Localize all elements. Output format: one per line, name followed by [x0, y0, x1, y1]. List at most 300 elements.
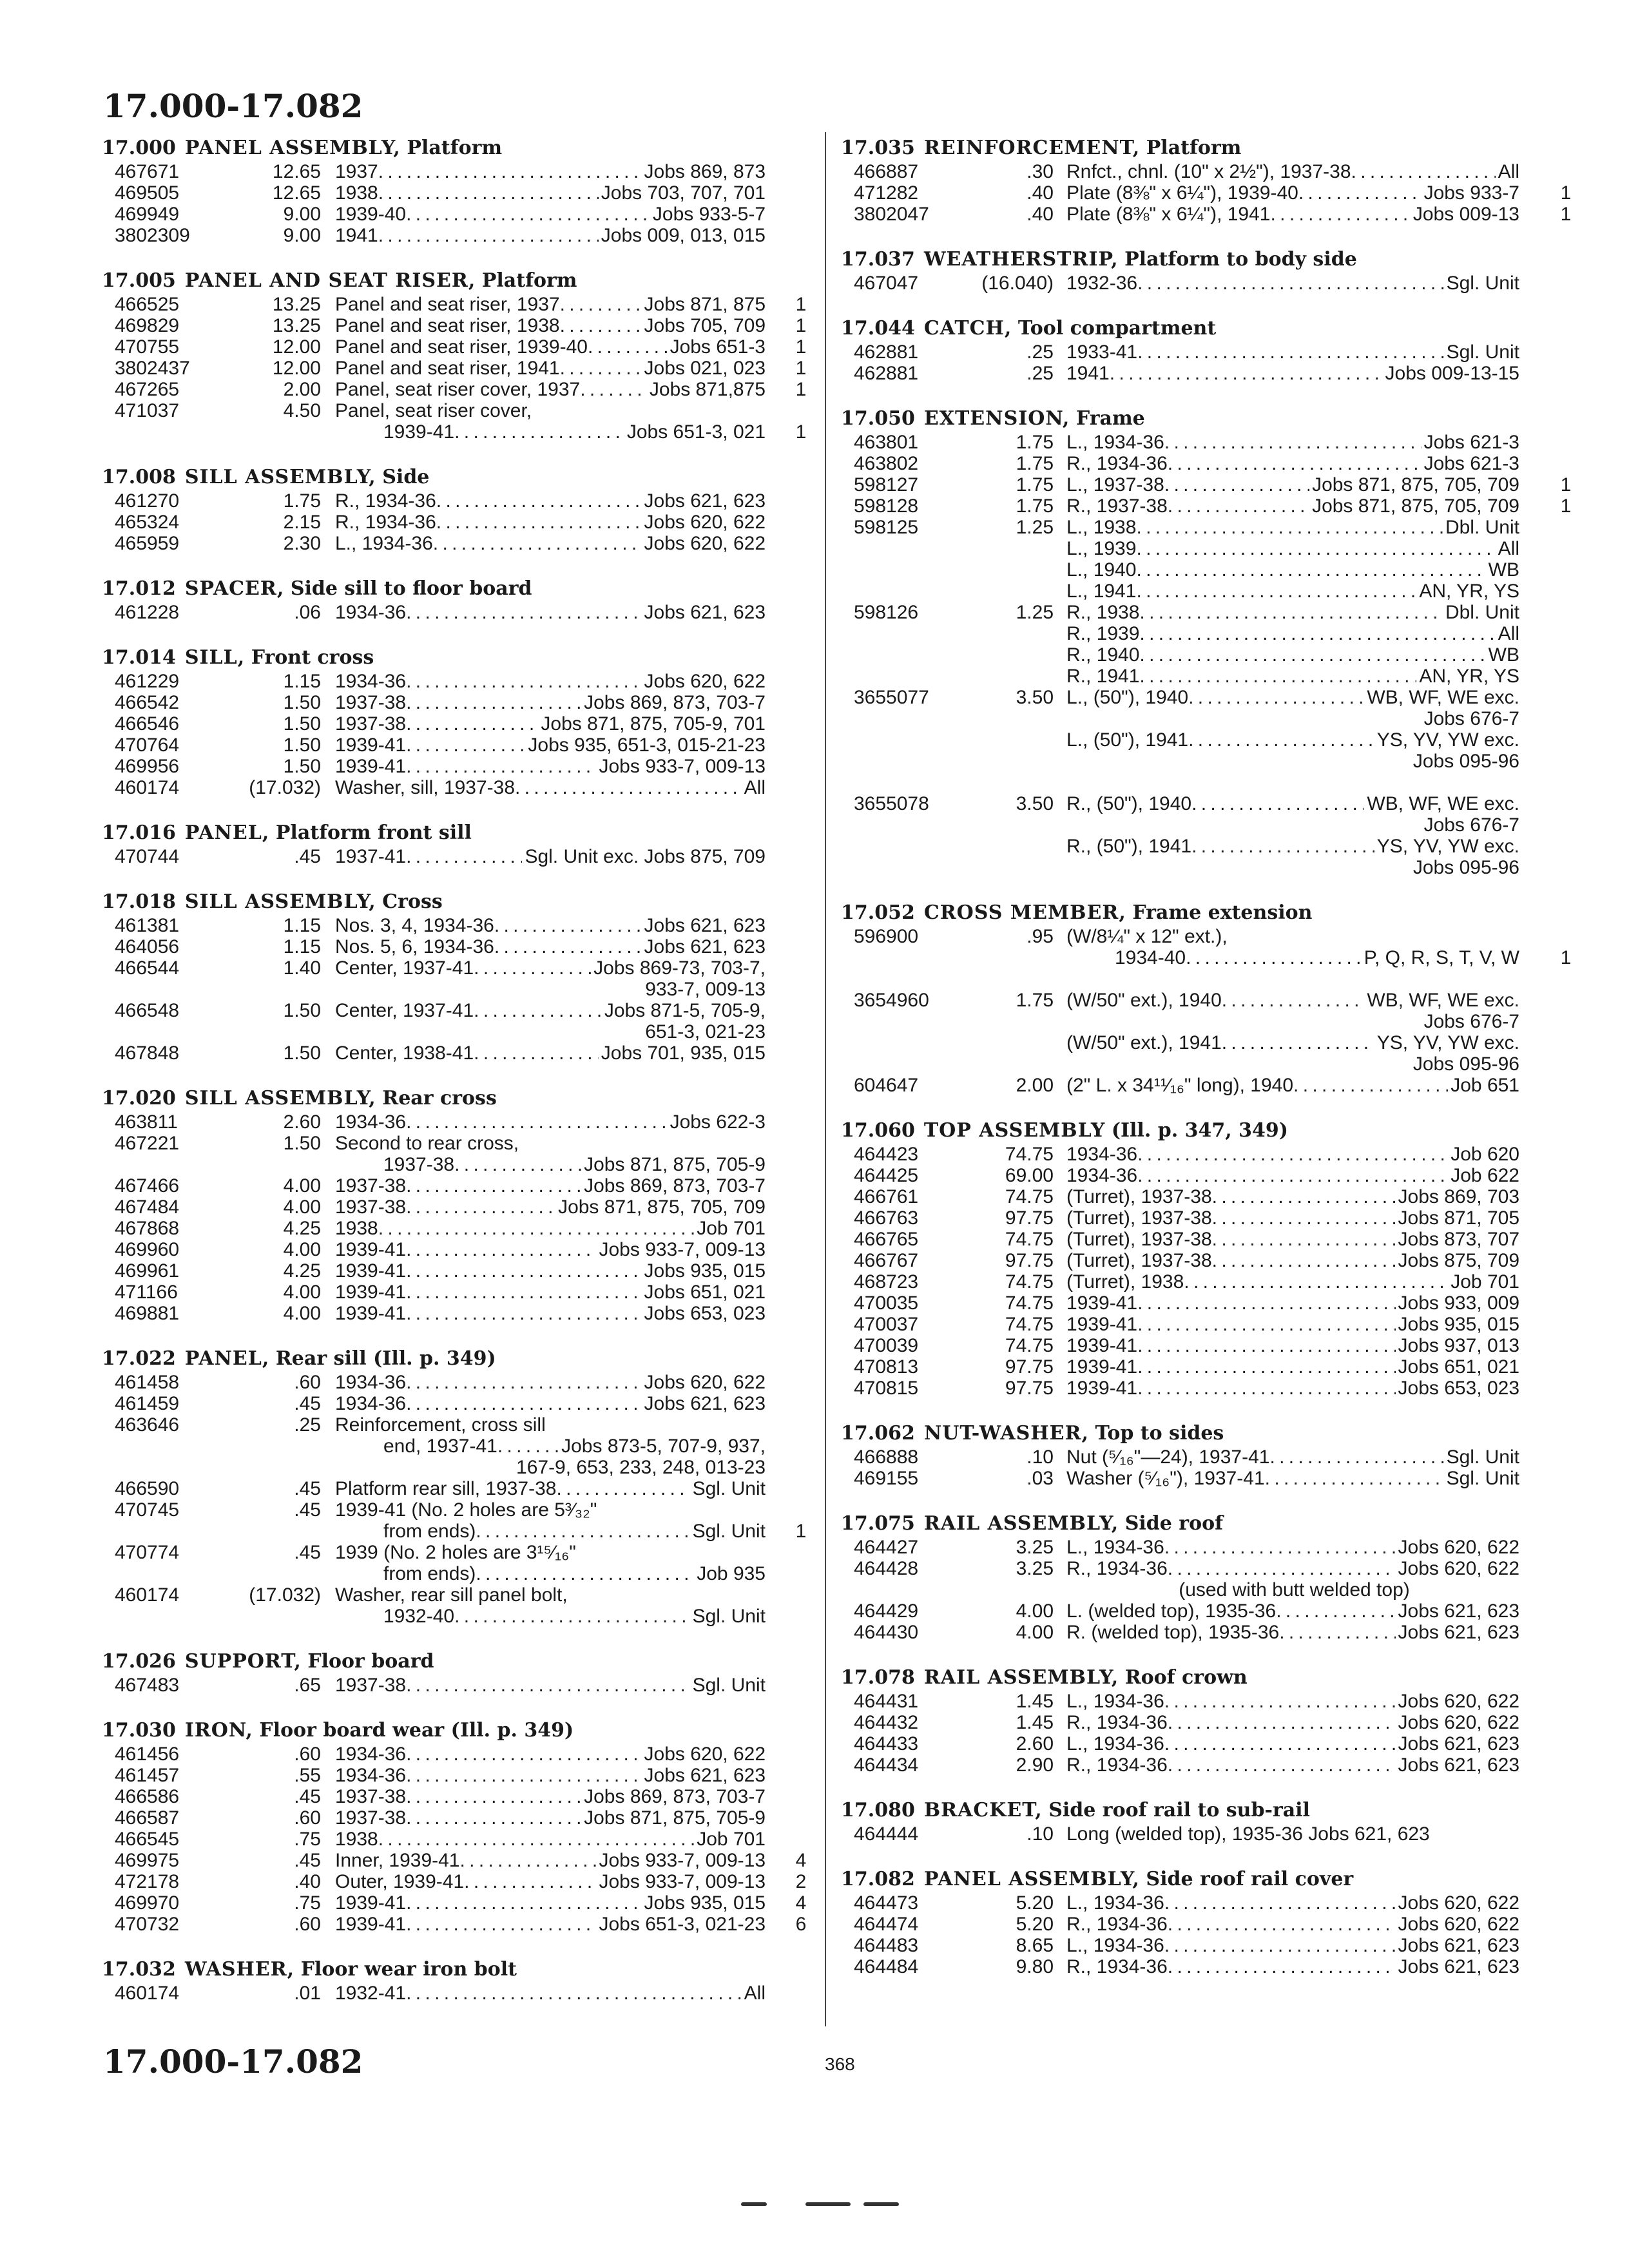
section-number: 17.082 [841, 1868, 915, 1890]
price: 97.75 [1005, 1207, 1054, 1229]
description-text: 1934-36 [335, 602, 407, 623]
application-text: Jobs 869, 873 [644, 161, 766, 182]
section-number: 17.032 [102, 1958, 176, 1981]
application-text: Jobs 653, 023 [1398, 1378, 1519, 1399]
price: .45 [294, 1542, 321, 1563]
application-text: Jobs 871, 875, 705, 709 [1312, 495, 1519, 517]
application-text: YS, YV, YW exc. [1376, 1032, 1519, 1053]
parts-row [102, 161, 817, 182]
continuation-text: 933-7, 009-13 [645, 979, 766, 1000]
dot-leader [1164, 474, 1309, 495]
application-text: YS, YV, YW exc. [1376, 729, 1519, 751]
application-text: Jobs 933-5-7 [652, 204, 766, 225]
section [102, 135, 817, 246]
parts-row [102, 1786, 817, 1807]
description [335, 1786, 766, 1807]
part-number: 467483 [115, 1675, 180, 1696]
part-number: 467466 [115, 1175, 180, 1196]
price: 4.50 [283, 400, 321, 421]
description-text: L., 1934-36 [1066, 1733, 1164, 1754]
section-number: 17.062 [841, 1422, 915, 1445]
description-text: 1932-36 [1066, 273, 1138, 294]
section-subtitle: Side [382, 466, 430, 488]
description [335, 1133, 766, 1154]
price: 4.00 [283, 1175, 321, 1196]
description-text: 1937-38 [335, 1786, 407, 1807]
description-text: R., 1934-36 [335, 512, 436, 533]
quantity: 1 [1560, 204, 1572, 225]
application-text: Jobs 705, 709 [644, 315, 766, 336]
dot-leader [1164, 432, 1422, 453]
parts-row [841, 1558, 1579, 1579]
dot-leader [1137, 1378, 1395, 1399]
dot-leader [378, 1829, 694, 1850]
dot-leader [406, 692, 581, 713]
section-heading [841, 1421, 1579, 1446]
part-number: 596900 [854, 926, 919, 947]
description [335, 1563, 766, 1584]
parts-row [102, 1871, 817, 1892]
description [1066, 1378, 1519, 1399]
application-text: Jobs 869, 873, 703-7 [584, 1175, 766, 1196]
application-text: Jobs 933-7, 009-13 [599, 1871, 766, 1892]
description-text: R., 1934-36 [1066, 453, 1168, 474]
application-text: Jobs 620, 622 [1398, 1892, 1519, 1914]
application-text: Jobs 622-3 [670, 1111, 766, 1133]
application-text: Jobs 651, 021 [1398, 1356, 1519, 1378]
part-number: 469949 [115, 204, 180, 225]
application-text: Jobs 620, 622 [1398, 1537, 1519, 1558]
parts-row [841, 708, 1579, 729]
application-text: Jobs 875, 709 [1398, 1250, 1519, 1271]
price: .10 [1027, 1823, 1054, 1845]
section-subtitle: Frame [1075, 407, 1145, 430]
description [1066, 644, 1519, 666]
dot-leader [515, 777, 742, 798]
description-text: (Turret), 1937-38 [1066, 1250, 1212, 1271]
parts-row [102, 735, 817, 756]
description [335, 379, 766, 400]
parts-row [102, 1542, 817, 1563]
parts-row [102, 1239, 817, 1260]
description [1066, 1579, 1519, 1600]
section-number: 17.016 [102, 822, 176, 844]
description [1066, 602, 1519, 623]
parts-row [102, 1892, 817, 1914]
description-text: R., 1939 [1066, 623, 1140, 644]
description [1066, 1754, 1519, 1776]
dot-leader [454, 1606, 690, 1627]
page-header-range: 17.000-17.082 [103, 87, 363, 125]
description [335, 1983, 766, 2004]
description-text: 1939 (No. 2 holes are 3¹⁵⁄₁₆" [335, 1542, 576, 1563]
description [335, 602, 766, 623]
part-number: 469961 [115, 1260, 180, 1282]
application-text: AN, YR, YS [1419, 581, 1519, 602]
section-title: SUPPORT, [184, 1650, 302, 1673]
price: 12.65 [272, 161, 321, 182]
dot-leader [406, 1260, 641, 1282]
description [335, 1829, 766, 1850]
description-text: 1934-36 [335, 671, 407, 692]
description-text: R., (50"), 1940 [1066, 793, 1192, 814]
part-number: 464432 [854, 1712, 919, 1733]
dot-leader [1279, 1622, 1395, 1643]
section-number: 17.005 [102, 269, 176, 292]
dot-leader [1298, 182, 1422, 204]
application-text: Jobs 935, 015 [1398, 1314, 1519, 1335]
part-number: 461459 [115, 1393, 180, 1414]
dot-leader [1168, 453, 1422, 474]
price: 74.75 [1005, 1144, 1054, 1165]
description [335, 1260, 766, 1282]
application-text: Jobs 933-7, 009-13 [599, 756, 766, 777]
section [102, 889, 817, 1064]
application-text: Jobs 620, 622 [644, 533, 766, 554]
part-number: 467868 [115, 1218, 180, 1239]
description [1066, 990, 1519, 1011]
parts-row [841, 1579, 1579, 1600]
part-number: 466586 [115, 1786, 180, 1807]
part-number: 463646 [115, 1414, 180, 1436]
description-text: Nut (⁵⁄₁₆"—24), 1937-41 [1066, 1446, 1270, 1468]
parts-row [841, 990, 1579, 1011]
description-text: end, 1937-41 [383, 1436, 497, 1457]
dot-leader [1136, 581, 1416, 602]
part-number: 466767 [854, 1250, 919, 1271]
description [335, 225, 766, 246]
description-text: R., 1941 [1066, 666, 1140, 687]
section-title: RAIL ASSEMBLY, [923, 1666, 1119, 1689]
price: 74.75 [1005, 1293, 1054, 1314]
description-text: R., 1937-38 [1066, 495, 1168, 517]
parts-row [102, 1499, 817, 1521]
description-text: (W/8¼" x 12" ext.), [1066, 926, 1228, 947]
part-number: 466590 [115, 1478, 180, 1499]
parts-row [102, 1765, 817, 1786]
price: 1.75 [1016, 495, 1054, 517]
description-text: 1932-40 [383, 1606, 455, 1627]
description-text: 1939-41 [335, 1260, 407, 1282]
part-number: 469975 [115, 1850, 180, 1871]
price: 8.65 [1016, 1935, 1054, 1956]
application-text: Jobs 935, 015 [644, 1892, 766, 1914]
description-text: L., 1934-36 [335, 533, 433, 554]
part-number: 3802047 [854, 204, 929, 225]
price: 5.20 [1016, 1914, 1054, 1935]
parts-row [841, 1956, 1579, 1977]
section-subtitle: Floor wear iron bolt [300, 1958, 517, 1981]
description-text: 1939-41 [1066, 1378, 1138, 1399]
dot-leader [1222, 1032, 1374, 1053]
description [1066, 273, 1519, 294]
description [335, 161, 766, 182]
section [841, 1511, 1579, 1643]
section-subtitle: Platform to body side [1124, 248, 1357, 271]
application-text: Jobs 651-3 [670, 336, 766, 358]
section-title: SILL ASSEMBLY, [184, 466, 376, 488]
application-text: Sgl. Unit [1446, 341, 1519, 363]
description [1066, 1935, 1519, 1956]
part-number: 598128 [854, 495, 919, 517]
description [335, 957, 766, 979]
section-title: PANEL, [184, 1347, 270, 1370]
part-number: 467848 [115, 1043, 180, 1064]
dot-leader [1164, 1733, 1396, 1754]
section [102, 1346, 817, 1627]
parts-row [841, 1229, 1579, 1250]
description [1066, 1356, 1519, 1378]
dot-leader [1191, 836, 1374, 857]
price: 4.00 [283, 1282, 321, 1303]
description [1066, 1956, 1519, 1977]
application-text: Jobs 621, 623 [644, 915, 766, 936]
price: 4.25 [283, 1218, 321, 1239]
description-text: Washer, rear sill panel bolt, [335, 1584, 568, 1606]
left-column [102, 135, 817, 2026]
parts-row [841, 1537, 1579, 1558]
description-text: 1939-41 [383, 421, 455, 443]
description [335, 735, 766, 756]
dot-leader [497, 1436, 559, 1457]
section-subtitle: Side roof [1124, 1512, 1224, 1535]
description [1066, 1053, 1519, 1075]
description-text: 1938 [335, 1829, 378, 1850]
description-text: 1939-41 [1066, 1356, 1138, 1378]
description-text: L., 1938 [1066, 517, 1137, 538]
price: 2.00 [1016, 1075, 1054, 1096]
section-heading [102, 576, 817, 602]
application-text: Sgl. Unit exc. Jobs 875, 709 [525, 846, 766, 867]
price: 69.00 [1005, 1165, 1054, 1186]
price: .65 [294, 1675, 321, 1696]
application-text: Job 701 [1451, 1271, 1519, 1293]
application-text: Job 622 [1451, 1165, 1519, 1186]
quantity: 6 [795, 1914, 807, 1935]
section-title: REINFORCEMENT, [923, 137, 1141, 159]
dot-leader [406, 1175, 581, 1196]
price: .45 [294, 1850, 321, 1871]
description [1066, 1558, 1519, 1579]
parts-row [102, 379, 817, 400]
description [335, 1282, 766, 1303]
description [335, 1606, 766, 1627]
dot-leader [1168, 495, 1309, 517]
dot-leader [1164, 1691, 1396, 1712]
part-number: 462881 [854, 341, 919, 363]
price: 13.25 [272, 315, 321, 336]
parts-row [102, 957, 817, 979]
dot-leader [1188, 687, 1364, 708]
description-text: 1934-36 [1066, 1165, 1138, 1186]
description [1066, 1914, 1519, 1935]
quantity: 1 [1560, 495, 1572, 517]
part-number: 468723 [854, 1271, 919, 1293]
description-text: 1937-38 [335, 1807, 407, 1829]
description-text: R., 1934-36 [1066, 1754, 1168, 1776]
application-text: Jobs 873-5, 707-9, 937, [561, 1436, 766, 1457]
part-number: 464428 [854, 1558, 919, 1579]
application-text: All [744, 1983, 766, 2004]
description [335, 1457, 766, 1478]
section-title: BRACKET, [923, 1799, 1043, 1821]
application-text: Jobs 869, 873, 703-7 [584, 692, 766, 713]
parts-row [841, 1935, 1579, 1956]
description-text: L., 1940 [1066, 559, 1137, 581]
parts-row [841, 495, 1579, 517]
description-text: Center, 1937-41 [335, 1000, 474, 1021]
section-subtitle: Roof crown [1124, 1666, 1248, 1689]
parts-row [102, 1744, 817, 1765]
dot-leader [406, 1675, 690, 1696]
price: 74.75 [1005, 1271, 1054, 1293]
description-text: 1937-38 [383, 1154, 455, 1175]
dot-leader [1212, 1186, 1396, 1207]
description [335, 1111, 766, 1133]
section-subtitle: Frame extension [1132, 901, 1313, 924]
section-title: EXTENSION, [923, 407, 1070, 430]
dot-leader [1168, 1914, 1396, 1935]
section-title: IRON, [184, 1719, 253, 1742]
section [841, 1118, 1579, 1399]
part-number: 464444 [854, 1823, 919, 1845]
price: 5.20 [1016, 1892, 1054, 1914]
description-text: Nos. 5, 6, 1934-36 [335, 936, 494, 957]
section-title: SPACER, [184, 577, 285, 600]
dot-leader [436, 512, 642, 533]
description [335, 777, 766, 798]
application-text: Jobs 621-3 [1423, 453, 1519, 474]
dot-leader [1168, 1956, 1396, 1977]
parts-row [102, 315, 817, 336]
description [1066, 729, 1519, 751]
quantity: 1 [795, 379, 807, 400]
application-text: Sgl. Unit [692, 1478, 766, 1499]
description-text: (Turret), 1937-38 [1066, 1186, 1212, 1207]
description [335, 915, 766, 936]
application-text: Jobs 935, 015 [644, 1260, 766, 1282]
description [335, 1154, 766, 1175]
price: 12.00 [272, 336, 321, 358]
dot-leader [476, 1563, 694, 1584]
section-subtitle: Rear cross [382, 1087, 497, 1110]
description [1066, 1823, 1519, 1845]
application-text: Jobs 653, 023 [644, 1303, 766, 1324]
part-number: 465959 [115, 533, 180, 554]
description [1066, 1075, 1519, 1096]
description [1066, 836, 1519, 857]
dot-leader [406, 1393, 641, 1414]
parts-row [102, 358, 817, 379]
parts-row [841, 1378, 1579, 1399]
dot-leader [406, 1983, 742, 2004]
parts-row [841, 1053, 1579, 1075]
application-text: Jobs 871-5, 705-9, [604, 1000, 766, 1021]
price: 1.50 [283, 1133, 321, 1154]
parts-row [102, 182, 817, 204]
description-text: 1939-41 [335, 735, 407, 756]
dot-leader [1137, 1165, 1448, 1186]
section-number: 17.052 [841, 901, 915, 924]
price: .45 [294, 1478, 321, 1499]
section-subtitle: Platform [1146, 137, 1242, 159]
description [335, 846, 766, 867]
continuation-text: Jobs 095-96 [1412, 857, 1519, 878]
parts-row [841, 1250, 1579, 1271]
parts-row [841, 182, 1579, 204]
description-text: from ends) [383, 1521, 476, 1542]
parts-row [102, 1521, 817, 1542]
parts-row [841, 968, 1579, 990]
continuation-text: Jobs 676-7 [1423, 708, 1519, 729]
dot-leader [588, 336, 668, 358]
parts-row [841, 836, 1579, 857]
description [335, 692, 766, 713]
parts-row [102, 756, 817, 777]
section-heading [841, 1511, 1579, 1537]
part-number: 461228 [115, 602, 180, 623]
parts-row [841, 273, 1579, 294]
part-number: 470037 [854, 1314, 919, 1335]
description [1066, 474, 1519, 495]
section-heading [841, 316, 1579, 341]
price: 4.00 [1016, 1600, 1054, 1622]
description-text: 1934-36 [335, 1765, 407, 1786]
dot-leader [460, 1850, 597, 1871]
parts-row [841, 1712, 1579, 1733]
description-text: 1933-41 [1066, 341, 1138, 363]
parts-row [841, 1468, 1579, 1489]
description-text: L., 1939 [1066, 538, 1137, 559]
application-text: All [1498, 161, 1519, 182]
part-number: 464473 [854, 1892, 919, 1914]
description-text: 1934-40 [1115, 947, 1186, 968]
parts-row [841, 1271, 1579, 1293]
description [335, 400, 766, 421]
description [335, 1871, 766, 1892]
price: .60 [294, 1914, 321, 1935]
part-number: 469505 [115, 182, 180, 204]
dot-leader [406, 735, 525, 756]
section-number: 17.044 [841, 317, 915, 340]
part-number: 467047 [854, 273, 919, 294]
scan-mark [741, 2202, 767, 2206]
section-number: 17.014 [102, 646, 176, 669]
description-text: 1937-38 [335, 713, 407, 735]
description-text: 1932-41 [335, 1983, 407, 2004]
description [335, 713, 766, 735]
section-heading [102, 820, 817, 846]
parts-row [841, 1075, 1579, 1096]
section [841, 900, 1579, 1096]
description-text: 1939-41 [335, 1914, 407, 1935]
section-subtitle: Platform [407, 137, 503, 159]
section-number: 17.000 [102, 137, 176, 159]
price: 4.00 [283, 1303, 321, 1324]
dot-leader [406, 713, 538, 735]
parts-row [841, 1293, 1579, 1314]
continuation-text: 167-9, 653, 233, 248, 013-23 [516, 1457, 766, 1478]
section-title: WASHER, [184, 1958, 295, 1981]
description-text: Long (welded top), 1935-36 Jobs 621, 623 [1066, 1823, 1430, 1845]
description-text: Inner, 1939-41 [335, 1850, 460, 1871]
part-number: 466761 [854, 1186, 919, 1207]
description-text: R. (welded top), 1935-36 [1066, 1622, 1280, 1643]
price: 3.50 [1016, 687, 1054, 708]
parts-row [841, 204, 1579, 225]
dot-leader [580, 379, 647, 400]
application-text: Job 701 [697, 1829, 766, 1850]
